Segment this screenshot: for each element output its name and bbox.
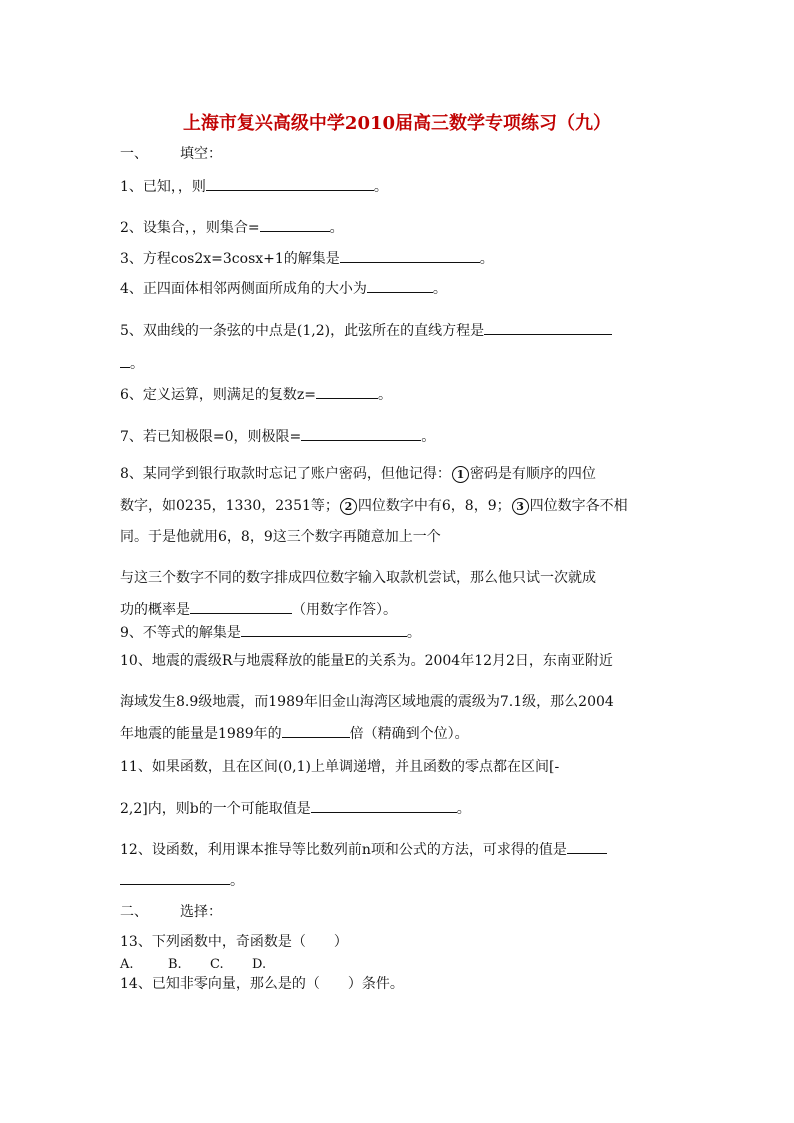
- answer-blank: [190, 599, 292, 614]
- question-13: 13、下列函数中，奇函数是（ ）: [120, 934, 348, 950]
- question-punct: 。: [479, 251, 494, 267]
- question-2: [120, 217, 344, 237]
- question-text: 7、若已知极限=0，则极限=: [120, 429, 302, 445]
- question-8-line-4: 与这三个数字不同的数字排成四位数字输入取款机尝试，那么他只试一次就成: [120, 570, 596, 586]
- question-punct: 。: [432, 281, 447, 297]
- circled-number: 1: [452, 466, 469, 483]
- answer-blank: [120, 353, 130, 368]
- option-d: D.: [252, 957, 267, 972]
- question-8-line-3: 同。于是他就用6，8，9这三个数字再随意加上一个: [120, 529, 441, 545]
- section-label: 填空：: [180, 146, 222, 162]
- section-label: 选择：: [180, 904, 222, 920]
- question-13-options: [120, 956, 292, 974]
- answer-blank: [484, 320, 612, 335]
- question-7: [120, 426, 435, 446]
- question-punct: 。: [373, 179, 388, 195]
- question-punct: 。: [406, 625, 421, 641]
- question-text: 4、正四面体相邻两侧面所成角的大小为: [120, 281, 367, 297]
- answer-blank: [367, 278, 433, 293]
- question-text: （用数字作答）。: [292, 602, 397, 618]
- question-12-line-2: [120, 870, 244, 890]
- question-punct: 。: [329, 220, 344, 236]
- question-text: 2,2]内，则b的一个可能取值是: [120, 801, 311, 817]
- question-text: 年地震的能量是1989年的: [120, 726, 282, 742]
- answer-blank: [316, 384, 378, 399]
- question-text: 5、双曲线的一条弦的中点是(1,2)，此弦所在的直线方程是: [120, 323, 485, 339]
- question-punct: 。: [378, 387, 393, 403]
- question-8-line-5: [120, 599, 397, 619]
- question-11-line-2: [120, 798, 471, 818]
- section-number: 二、: [120, 904, 148, 920]
- answer-blank: [282, 723, 350, 738]
- question-4: [120, 278, 447, 298]
- option-c: C.: [210, 957, 224, 972]
- question-text: 9、不等式的解集是: [120, 625, 241, 641]
- option-b: B.: [168, 957, 182, 972]
- question-text: 功的概率是: [120, 602, 190, 618]
- section-heading-choice: [120, 903, 222, 921]
- circled-number: 2: [340, 498, 357, 515]
- answer-blank: [340, 248, 480, 263]
- question-text: 3、方程cos2x=3cosx+1的解集是: [120, 251, 340, 267]
- question-text: 数字，如0235，1330，2351等；: [120, 498, 339, 514]
- answer-blank: [260, 217, 330, 232]
- question-8-line-1: [120, 465, 596, 483]
- question-text: 四位数字各不相: [529, 498, 628, 514]
- question-punct: 。: [456, 801, 471, 817]
- option-a: A.: [120, 957, 134, 972]
- question-10-line-2: 海域发生8.9级地震，而1989年旧金山海湾区域地震的震级为7.1级，那么2004: [120, 694, 614, 710]
- circled-number: 3: [512, 498, 529, 515]
- answer-blank: [311, 798, 457, 813]
- question-5-continued: [120, 353, 144, 373]
- question-1: [120, 176, 388, 196]
- question-text: 四位数字中有6，8，9；: [357, 498, 511, 514]
- question-8-line-2: [120, 497, 628, 515]
- question-3: [120, 248, 494, 268]
- question-6: [120, 384, 392, 404]
- question-11-line-1: 11、如果函数，且在区间(0,1)上单调递增，并且函数的零点都在区间[-: [120, 759, 560, 775]
- question-punct: 。: [130, 356, 144, 372]
- question-10-line-1: 10、地震的震级R与地震释放的能量E的关系为。2004年12月2日，东南亚附近: [120, 653, 613, 669]
- question-12-line-1: [120, 839, 607, 859]
- question-text: 2、设集合，，则集合=: [120, 220, 260, 236]
- answer-blank: [120, 870, 230, 885]
- question-10-line-3: [120, 723, 469, 743]
- section-heading-fill-in: [120, 145, 222, 163]
- answer-blank: [301, 426, 421, 441]
- question-5: [120, 320, 612, 340]
- question-text: 6、定义运算，则满足的复数z=: [120, 387, 317, 403]
- page-title: 上海市复兴高级中学2010届高三数学专项练习（九）: [182, 113, 612, 134]
- section-number: 一、: [120, 146, 148, 162]
- question-9: [120, 622, 421, 642]
- answer-blank: [206, 176, 374, 191]
- question-text: 1、已知，，则: [120, 179, 206, 195]
- answer-blank: [567, 839, 607, 854]
- question-punct: 。: [421, 429, 436, 445]
- answer-blank: [241, 622, 407, 637]
- question-text: 12、设函数，利用课本推导等比数列前n项和公式的方法，可求得的值是: [120, 842, 567, 858]
- question-text: 8、某同学到银行取款时忘记了账户密码，但他记得：: [120, 466, 451, 482]
- question-text: 倍（精确到个位）。: [349, 726, 469, 742]
- question-text: 密码是有顺序的四位: [469, 466, 596, 482]
- question-14: 14、已知非零向量，那么是的（ ）条件。: [120, 976, 404, 992]
- question-punct: 。: [230, 873, 244, 889]
